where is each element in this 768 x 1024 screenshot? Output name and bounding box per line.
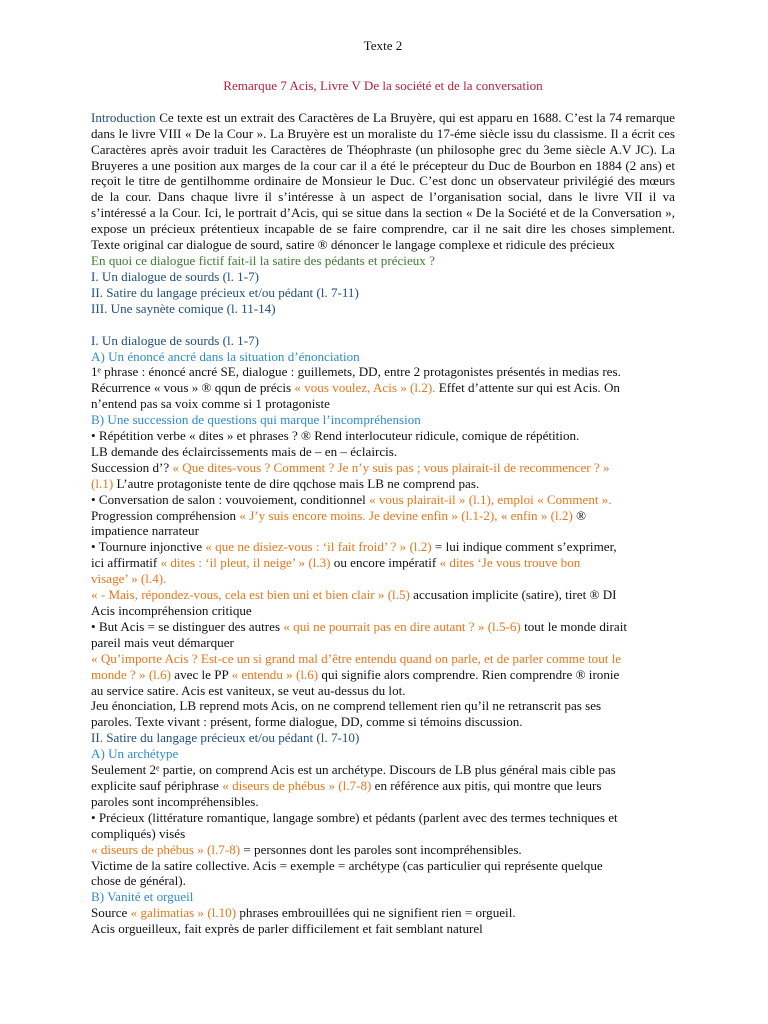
- text-span: • Précieux (littérature romantique, langage sombre) et pédants (parlent avec des termes techniques et: [91, 809, 618, 825]
- body-line: [91, 714, 675, 730]
- text-span: qui signifie alors comprendre. Rien comprendre ® ironie: [318, 666, 620, 682]
- body-line: [91, 555, 675, 571]
- body-line: [91, 412, 675, 428]
- text-span: • But Acis = se distinguer des autres: [91, 618, 284, 634]
- spacer: [91, 317, 675, 333]
- body-line: [91, 571, 675, 587]
- introduction-text: Ce texte est un extrait des Caractères de La Bruyère, qui est apparu en 1688. C’est la 74 remarque dans le livre VIII « De la Cour ». La Bruyère est un moraliste du 17-éme siècle issu du classisme. Il a écrit ces Caractères après avoir traduit les Caractères de Théophraste (un philosophe grec du 3eme siècle A.V JC). La Bruyeres a une position aux marges de la cour car il a été le précepteur du Duc de Bourbon en 1884 (2 ans) et reçoit le titre de gentilhomme ordinaire de Monsieur le Duc. C’est donc un observateur privilégié des mœurs de la cour. Dans chaque livre il s’intéresse à un aspect de l’organisation social, dans le livre VII il va s’intéressé a la Cour. Ici, le portrait d’Acis, qui se situe dans la section « De la Société et de la Conversation », expose un précieux prétentieux incapable de se faire comprendre, car il ne sait dire les choses simplement. Texte original car dialogue de sourd, satire ® dénoncer le langage complexe et ridicule des précieux: [91, 109, 675, 253]
- body-line: [91, 794, 675, 810]
- text-span: phrases embrouillées qui ne signifient rien = orgueil.: [236, 905, 516, 921]
- subsection-heading: A) Un archétype: [91, 746, 179, 762]
- text-span: pareil mais veut démarquer: [91, 634, 234, 650]
- text-span: L’autre protagoniste tente de dire qqchose mais LB ne comprend pas.: [113, 475, 480, 491]
- quote-span: « vous voulez, Acis » (l.2).: [294, 380, 436, 396]
- document-page: [91, 38, 675, 937]
- text-span: impatience narrateur: [91, 523, 199, 539]
- text-span: explicite sauf périphrase: [91, 777, 223, 793]
- body-line: [91, 842, 675, 858]
- quote-span: « qui ne pourrait pas en dire autant ? » (l.5-6): [283, 618, 521, 634]
- body-line: [91, 698, 675, 714]
- text-span: = personnes dont les paroles sont incompréhensibles.: [240, 841, 522, 857]
- body-line: [91, 523, 675, 539]
- text-span: Acis orgueilleux, fait exprès de parler difficilement et fait semblant naturel: [91, 921, 483, 937]
- body-line: [91, 651, 675, 667]
- text-span: Victime de la satire collective. Acis = exemple = archétype (cas particulier qui représente quelque: [91, 857, 603, 873]
- body-line: [91, 778, 675, 794]
- quote-span: « entendu » (l.6): [231, 666, 319, 682]
- text-span: LB demande des éclaircissements mais de – en – éclaircis.: [91, 443, 398, 459]
- plan-item-1: I. Un dialogue de sourds (l. 1-7): [91, 268, 260, 284]
- quote-span: (l.1): [91, 475, 114, 491]
- body-line: [91, 603, 675, 619]
- quote-span: « J’y suis encore moins. Je devine enfin » (l.1-2), « enfin » (l.2): [239, 507, 573, 523]
- text-span: • Tournure injonctive: [91, 539, 206, 555]
- body-line: [91, 683, 675, 699]
- problem-question: En quoi ce dialogue fictif fait-il la satire des pédants et précieux ?: [91, 252, 435, 268]
- plan-item-2: II. Satire du langage précieux et/ou pédant (l. 7-11): [91, 284, 359, 300]
- body-line: [91, 730, 675, 746]
- text-span: paroles sont incompréhensibles.: [91, 793, 259, 809]
- text-span: 1ᵉ phrase : énoncé ancré SE, dialogue : guillemets, DD, entre 2 protagonistes présentés in medias res.: [91, 364, 621, 380]
- body-line: [91, 889, 675, 905]
- body-line: [91, 921, 675, 937]
- quote-span: « dites ‘Je vous trouve bon: [439, 555, 581, 571]
- body-line: [91, 349, 675, 365]
- body-line: [91, 539, 675, 555]
- text-span: Source: [91, 905, 131, 921]
- text-span: Progression compréhension: [91, 507, 240, 523]
- body-line: [91, 476, 675, 492]
- body-line: [91, 762, 675, 778]
- text-span: accusation implicite (satire), tiret ® DI: [409, 587, 617, 603]
- body-text: [91, 333, 675, 937]
- section-heading: I. Un dialogue de sourds (l. 1-7): [91, 332, 260, 348]
- quote-span: « diseurs de phébus » (l.7-8): [91, 841, 241, 857]
- body-line: [91, 492, 675, 508]
- body-line: [91, 380, 675, 396]
- text-span: au service satire. Acis est vaniteux, se veut au-dessus du lot.: [91, 682, 406, 698]
- introduction-label: Introduction: [91, 109, 156, 125]
- body-line: [91, 396, 675, 412]
- text-span: tout le monde dirait: [520, 618, 627, 634]
- quote-span: « Que dites-vous ? Comment ? Je n’y suis pas ; vous plairait-il de recommencer ? »: [172, 459, 610, 475]
- body-line: [91, 587, 675, 603]
- section-heading: II. Satire du langage précieux et/ou pédant (l. 7-10): [91, 730, 360, 746]
- quote-span: monde ? » (l.6): [91, 666, 171, 682]
- text-span: Acis incompréhension critique: [91, 603, 252, 618]
- body-line: [91, 873, 675, 889]
- body-line: [91, 508, 675, 524]
- text-span: • Répétition verbe « dites » et phrases ? ® Rend interlocuteur ridicule, comique de répétition.: [91, 428, 580, 444]
- body-line: [91, 746, 675, 762]
- quote-span: « Qu’importe Acis ? Est-ce un si grand mal d’être entendu quand on parle, et de parler comme tout le: [91, 650, 622, 666]
- body-line: [91, 905, 675, 921]
- text-span: chose de général).: [91, 873, 186, 889]
- text-span: Seulement 2ᵉ partie, on comprend Acis est un archétype. Discours de LB plus général mais cible pas: [91, 762, 616, 778]
- text-span: avec le PP: [171, 666, 232, 682]
- text-span: Effet d’attente sur qui est Acis. On: [435, 380, 620, 396]
- text-span: ou encore impératif: [330, 555, 440, 571]
- text-span: = lui indique comment s’exprimer,: [431, 539, 617, 555]
- document-title: Texte 2: [363, 38, 403, 53]
- body-line: [91, 428, 675, 444]
- text-span: paroles. Texte vivant : présent, forme dialogue, DD, comme si témoins discussion.: [91, 714, 523, 730]
- text-span: Succession d’?: [91, 459, 173, 475]
- text-span: • Conversation de salon : vouvoiement, conditionnel: [91, 491, 370, 507]
- quote-span: « galimatias » (l.10): [130, 905, 237, 921]
- text-span: Récurrence « vous » ® qqun de précis: [91, 380, 295, 396]
- body-line: [91, 460, 675, 476]
- body-line: [91, 667, 675, 683]
- text-span: en référence aux pitis, qui montre que leurs: [371, 777, 602, 793]
- body-line: [91, 810, 675, 826]
- body-line: [91, 635, 675, 651]
- quote-span: « dites : ‘il pleut, il neige’ » (l.3): [160, 555, 331, 571]
- text-span: ici affirmatif: [91, 555, 161, 571]
- subsection-heading: B) Une succession de questions qui marque l’incompréhension: [91, 412, 421, 428]
- text-span: compliqués) visés: [91, 825, 186, 841]
- quote-span: visage’ » (l.4).: [91, 571, 167, 587]
- body-line: [91, 858, 675, 874]
- quote-span: « vous plairait-il » (l.1), emploi « Comment ».: [369, 491, 612, 507]
- text-span: Jeu énonciation, LB reprend mots Acis, on ne comprend tellement rien qu’il ne retranscrit pas ses: [91, 698, 602, 714]
- quote-span: « - Mais, répondez-vous, cela est bien uni et bien clair » (l.5): [91, 587, 410, 603]
- body-line: [91, 444, 675, 460]
- body-line: [91, 364, 675, 380]
- document-subtitle: Remarque 7 Acis, Livre V De la société et de la conversation: [223, 77, 543, 93]
- text-span: ®: [572, 507, 587, 523]
- body-line: [91, 826, 675, 842]
- body-line: [91, 333, 675, 349]
- subsection-heading: A) Un énoncé ancré dans la situation d’énonciation: [91, 348, 360, 364]
- subsection-heading: B) Vanité et orgueil: [91, 889, 194, 905]
- body-line: [91, 619, 675, 635]
- quote-span: « que ne disiez-vous : ‘il fait froid’ ? » (l.2): [205, 539, 432, 555]
- text-span: n’entend pas sa voix comme si 1 protagoniste: [91, 396, 330, 412]
- plan-item-3: III. Une saynète comique (l. 11-14): [91, 300, 276, 316]
- quote-span: « diseurs de phébus » (l.7-8): [222, 777, 372, 793]
- introduction-paragraph: [91, 110, 675, 253]
